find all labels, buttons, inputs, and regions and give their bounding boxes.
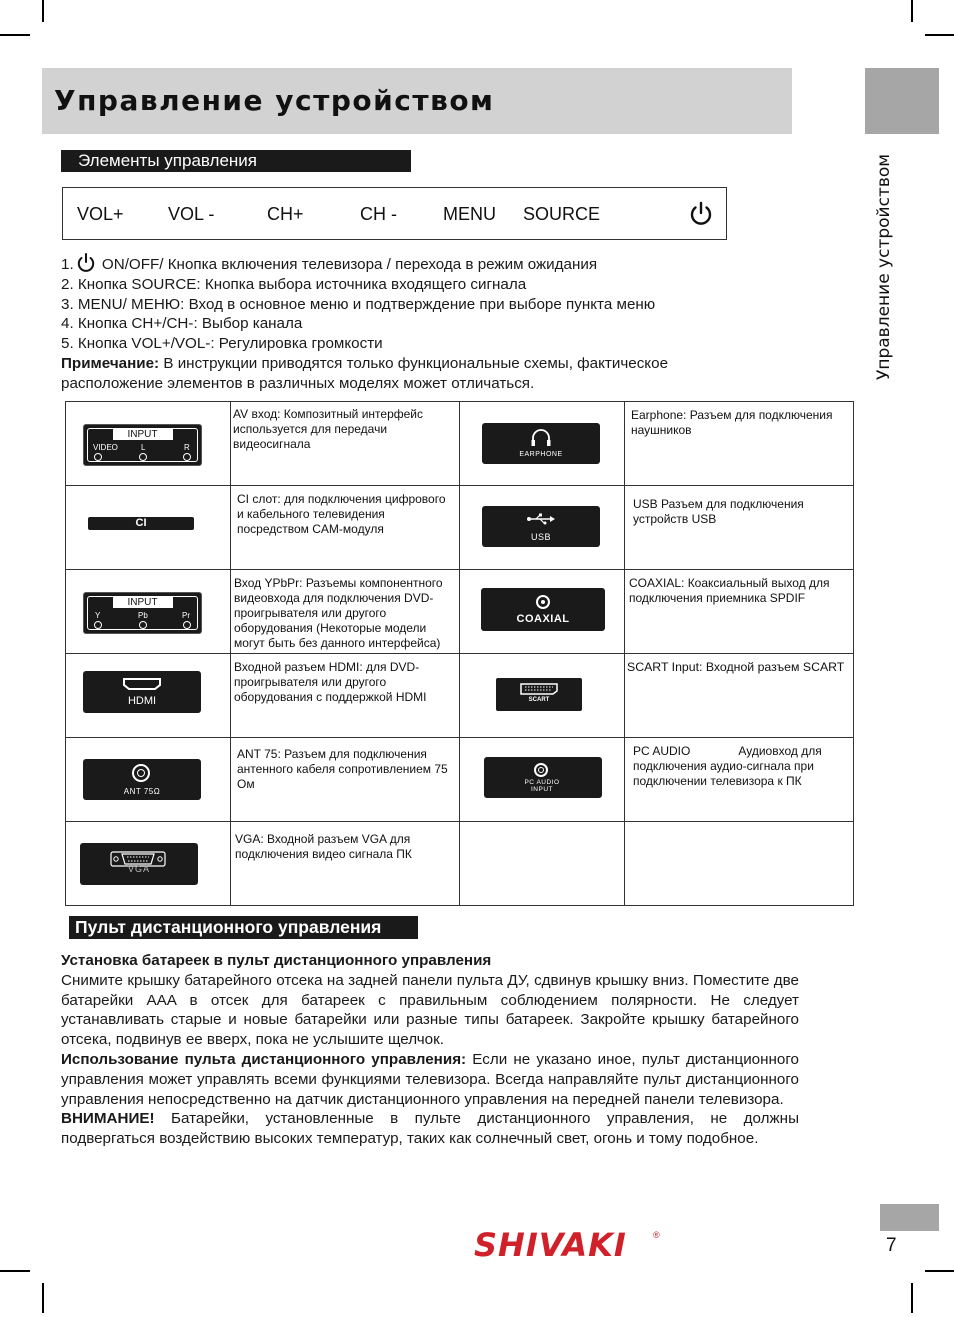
page-number-tab (880, 1204, 939, 1231)
scart-connector-icon (519, 683, 559, 695)
hdmi-port (83, 671, 201, 713)
instruction-5: 5. Кнопка VOL+/VOL-: Регулировка громкости (61, 335, 383, 353)
power-icon (75, 252, 97, 274)
av-r-label: R (184, 443, 190, 452)
scart-port (496, 678, 582, 711)
earphone-desc-cell (625, 402, 854, 486)
ci-desc: CI слот: для подключения цифрового и кабельного телевидения посредством CAM-модуля (237, 492, 446, 536)
ant-cell (66, 738, 231, 822)
coaxial-jack-icon (536, 595, 550, 609)
coaxial-cell (460, 570, 625, 654)
usage-text: Если не указано иное, пульт дистанционного управления может управлять всеми функциями телевизора. Всегда направляйте пульт дистанционного управления непосредственно на датчик дистанционного управления на передней панели телевизора. (61, 1050, 800, 1108)
note-text: В инструкции приводятся только функциональные схемы, фактическое (159, 354, 669, 372)
jack-icon (94, 621, 102, 629)
coaxial-desc-cell (625, 570, 854, 654)
source-label: SOURCE (523, 204, 601, 224)
scart-desc: SCART Input: Входной разъем SCART (627, 660, 845, 674)
av-input-desc: AV вход: Композитный интерфейс используется для передачи видеосигнала (233, 407, 424, 451)
headphone-icon (529, 428, 553, 448)
jack-icon (139, 621, 147, 629)
ypbpr-desc-cell (231, 570, 460, 654)
usb-desc-cell (625, 486, 854, 570)
note-label: Примечание: (61, 354, 160, 372)
usb-icon (526, 513, 556, 525)
jack-icon (94, 453, 102, 461)
instruction-1 (61, 252, 741, 275)
instruction-text: ON/OFF/ Кнопка включения телевизора / перехода в режим ожидания (101, 256, 598, 273)
ci-desc-cell (231, 486, 460, 570)
note (61, 354, 741, 374)
side-label-wrap (874, 153, 902, 380)
vga-desc-cell (231, 822, 460, 906)
antenna-jack-icon (132, 764, 150, 782)
hdmi-desc: Входной разъем HDMI: для DVD-проигрывателя или другого оборудования с поддержкой HDMI (234, 660, 427, 704)
table-row (66, 822, 854, 906)
coaxial-desc: COAXIAL: Коаксиальный выход для подключения приемника SPDIF (629, 576, 830, 605)
av-input-title: INPUT (113, 429, 173, 440)
crop-mark (42, 0, 44, 22)
registered-mark: ® (653, 1230, 660, 1240)
jack-icon (183, 621, 191, 629)
ant-desc-cell (231, 738, 460, 822)
scart-label: SCART (528, 697, 550, 703)
vga-cell (66, 822, 231, 906)
crop-mark (911, 1283, 913, 1313)
pc-audio-port (484, 757, 602, 798)
scart-cell (460, 654, 625, 738)
ypbpr-pr-label: Pr (182, 611, 190, 620)
remote-section (61, 951, 799, 1149)
usb-label: USB (530, 532, 551, 542)
pc-audio-desc-text: Аудиовход для подключения аудио-сигнала при подключении телевизора к ПК (633, 744, 822, 788)
table-row (66, 570, 854, 654)
usb-port (482, 506, 600, 547)
instructions (61, 252, 741, 394)
av-l-label: L (141, 443, 146, 452)
page-number: 7 (886, 1235, 897, 1256)
empty-cell (460, 822, 625, 906)
pc-audio-desc-title: PC AUDIO (633, 744, 691, 758)
table-row (66, 654, 854, 738)
coaxial-port (481, 588, 605, 631)
pc-audio-cell (460, 738, 625, 822)
ypbpr-title: INPUT (113, 597, 173, 608)
warning-label: ВНИМАНИЕ! (61, 1110, 155, 1128)
menu-label: MENU (443, 204, 496, 224)
pc-audio-desc-cell (625, 738, 854, 822)
jack-icon (183, 453, 191, 461)
instruction-2: 2. Кнопка SOURCE: Кнопка выбора источника входящего сигнала (61, 275, 527, 293)
connector-table (65, 401, 854, 906)
coaxial-label: COAXIAL (516, 613, 570, 625)
battery-text: Снимите крышку батарейного отсека на задней панели пульта ДУ, сдвинув крышку вниз. Поместите две батарейки AAA в отсек для батареек с правильным соблюдением полярности. Не следует устанавливать старые и новые батарейки или разные типы батареек. Закройте крышку батарейного отсека, подвинув ее вверх, пока не услышите щелчок. (61, 971, 799, 1049)
crop-mark (42, 1283, 44, 1313)
hdmi-cell (66, 654, 231, 738)
crop-mark (0, 34, 30, 36)
note-continued: расположение элементов в различных моделях может отличаться. (61, 374, 535, 392)
pc-audio-label: PC AUDIO INPUT (524, 779, 560, 793)
battery-title: Установка батареек в пульт дистанционного управления (61, 952, 492, 969)
usage-label: Использование пульта дистанционного управления: (61, 1050, 467, 1068)
usage-paragraph (61, 1050, 799, 1109)
av-input-desc-cell (231, 402, 460, 486)
ypbpr-y-label: Y (95, 611, 101, 620)
jack-icon (139, 453, 147, 461)
ypbpr-input-icon (83, 592, 202, 634)
warning-paragraph (61, 1109, 799, 1149)
warning-text: Батарейки, установленные в пульте дистанционного управления, не должны подвергаться воздействию высоких температур, таких как солнечный свет, огонь и тому подобное. (61, 1110, 799, 1148)
side-label: Управление устройством (874, 153, 894, 380)
vol-minus-label: VOL - (168, 204, 215, 224)
ch-minus-label: CH - (360, 204, 397, 224)
usb-cell (460, 486, 625, 570)
brand-logo: SHIVAKI (474, 1226, 627, 1264)
av-video-label: VIDEO (93, 443, 118, 452)
ci-cell (66, 486, 231, 570)
vga-port (80, 843, 198, 885)
earphone-port (482, 423, 600, 464)
power-icon (687, 200, 715, 228)
vga-desc: VGA: Входной разъем VGA для подключения видео сигнала ПК (235, 832, 412, 861)
ant-label: ANT 75Ω (123, 787, 161, 796)
side-tab (865, 68, 939, 134)
instruction-4: 4. Кнопка CH+/CH-: Выбор канала (61, 315, 303, 333)
crop-mark (925, 34, 954, 36)
hdmi-connector-icon (122, 677, 162, 691)
table-row (66, 486, 854, 570)
earphone-desc: Earphone: Разъем для подключения наушников (631, 408, 833, 437)
ant-port (83, 759, 201, 800)
crop-mark (925, 1270, 954, 1272)
vga-label: VGA (127, 864, 150, 874)
instruction-number: 1. (61, 256, 74, 273)
instruction-3: 3. MENU/ МЕНЮ: Вход в основное меню и подтверждение при выборе пункта меню (61, 295, 656, 313)
pc-audio-desc (625, 738, 853, 789)
empty-cell (625, 822, 854, 906)
hdmi-label: HDMI (127, 695, 157, 707)
usb-desc: USB Разъем для подключения устройств USB (633, 497, 804, 526)
table-row (66, 738, 854, 822)
hdmi-desc-cell (231, 654, 460, 738)
table-row (66, 402, 854, 486)
ypbpr-pb-label: Pb (138, 611, 148, 620)
ch-plus-label: CH+ (267, 204, 304, 224)
ypbpr-desc: Вход YPbPr: Разъемы компонентного видеовхода для подключения DVD-проигрывателя или другого оборудования (Некоторые модели могут быть без данного интерфейса) (234, 576, 443, 650)
controls-panel (62, 187, 727, 240)
page-title: Управление устройством (54, 84, 495, 117)
vol-plus-label: VOL+ (77, 204, 124, 224)
ypbpr-cell (66, 570, 231, 654)
ant-desc: ANT 75: Разъем для подключения антенного кабеля сопротивлением 75 Ом (237, 747, 448, 791)
crop-mark (0, 1270, 30, 1272)
audio-jack-icon (534, 763, 548, 777)
earphone-cell (460, 402, 625, 486)
controls-heading: Элементы управления (61, 150, 411, 172)
remote-heading: Пульт дистанционного управления (69, 916, 418, 939)
av-input-icon (83, 424, 202, 466)
av-input-cell (66, 402, 231, 486)
scart-desc-cell (625, 654, 854, 738)
earphone-label: EARPHONE (519, 451, 563, 458)
crop-mark (911, 0, 913, 22)
ci-slot-icon: CI (88, 517, 194, 530)
